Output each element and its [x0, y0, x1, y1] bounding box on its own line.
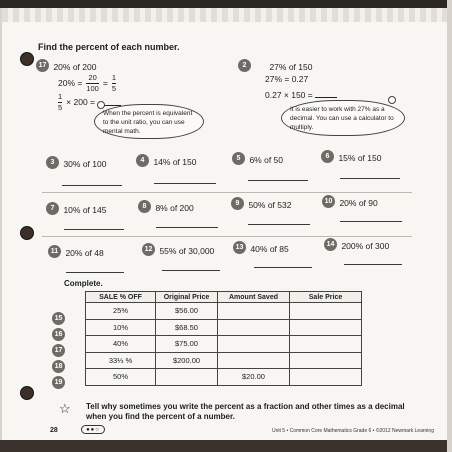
problem-text: 20% of 48 [65, 248, 104, 258]
table-cell: $56.00 [156, 303, 218, 320]
problem-19 [52, 374, 65, 392]
equals-sign: = [102, 78, 108, 88]
problem-4 [136, 152, 196, 170]
step-text: 0.27 × 150 = [265, 90, 313, 100]
answer-line[interactable] [154, 183, 216, 184]
table-cell-input[interactable] [156, 369, 218, 386]
hint-cloud-right: It is easier to work with 27% as a decimal. You can use a calculator to multiply. [281, 100, 405, 136]
column-header: Original Price [156, 292, 218, 303]
problem-9 [231, 195, 291, 213]
table-cell-input[interactable] [290, 303, 362, 320]
table-cell: 40% [86, 336, 156, 353]
table-row [86, 369, 362, 386]
example-left [36, 57, 96, 75]
answer-line[interactable] [248, 180, 308, 181]
table-cell: 33⅓ % [86, 352, 156, 369]
problem-8 [138, 198, 194, 216]
answer-line[interactable] [66, 272, 124, 273]
answer-line[interactable] [340, 178, 400, 179]
problem-text: 30% of 100 [63, 159, 107, 169]
fraction [58, 93, 62, 111]
problem-text: 8% of 200 [155, 203, 194, 213]
problem-number: 17 [52, 344, 65, 357]
problem-number: 15 [52, 312, 65, 325]
answer-line[interactable] [156, 227, 218, 228]
problem-number: 16 [52, 328, 65, 341]
level-logo: ●●○ [81, 425, 105, 434]
table-row [86, 303, 362, 320]
example-left-step1 [58, 74, 116, 92]
table-cell: 25% [86, 303, 156, 320]
problem-14 [324, 236, 389, 254]
problem-number: 4 [136, 154, 149, 167]
problem-text: 55% of 30,000 [159, 246, 215, 256]
footer-credit: Unit 5 • Common Core Mathematics Grade 6 • ©2012 Newmark Learning [272, 428, 434, 434]
problem-number: 10 [322, 195, 335, 208]
table-row [86, 319, 362, 336]
table-cell: $20.00 [218, 369, 290, 386]
table-header-row [86, 292, 362, 303]
problem-number: 13 [233, 241, 246, 254]
problem-number: 11 [48, 245, 61, 258]
fraction [86, 74, 99, 92]
column-header: Amount Saved [218, 292, 290, 303]
problem-text: 20% of 200 [53, 62, 97, 72]
column-header: Sale Price [290, 292, 362, 303]
fraction [112, 74, 116, 92]
problem-7 [46, 200, 106, 218]
answer-line[interactable] [62, 185, 122, 186]
table-cell: $68.50 [156, 319, 218, 336]
column-header: SALE % OFF [86, 292, 156, 303]
table-surface [0, 440, 452, 452]
problem-text: 27% of 150 [269, 62, 313, 72]
star-icon: ☆ [59, 401, 71, 416]
table-cell: 50% [86, 369, 156, 386]
writing-prompt: Tell why sometimes you write the percent as a fraction and other times as a decimal when you find the percent of a number. [86, 402, 405, 422]
problem-number: 6 [321, 150, 334, 163]
answer-line[interactable] [254, 267, 312, 268]
answer-line[interactable] [340, 221, 402, 222]
answer-line[interactable] [64, 229, 124, 230]
problem-text: 6% of 50 [249, 155, 284, 165]
answer-blank[interactable] [315, 90, 337, 98]
problem-number: 19 [52, 376, 65, 389]
problem-3 [46, 154, 106, 172]
step-text: 20% = [58, 78, 83, 88]
problem-number: 8 [138, 200, 151, 213]
problem-text: 14% of 150 [153, 157, 197, 167]
binder-hole-middle [20, 226, 34, 240]
table-row [86, 352, 362, 369]
example-right-step2 [265, 90, 337, 100]
table-cell-input[interactable] [290, 336, 362, 353]
problem-number: 9 [231, 197, 244, 210]
problem-number: 7 [46, 202, 59, 215]
problem-number: 14 [324, 238, 337, 251]
problem-11 [48, 243, 104, 261]
torn-page-edge [2, 8, 447, 22]
denominator: 5 [58, 102, 63, 112]
worksheet-page [0, 8, 447, 440]
table-cell: $75.00 [156, 336, 218, 353]
binder-hole-top [20, 52, 34, 66]
example-right [238, 57, 312, 75]
page-number: 28 [50, 427, 58, 434]
table-cell-input[interactable] [290, 319, 362, 336]
table-cell-input[interactable] [218, 336, 290, 353]
problem-text: 40% of 85 [250, 244, 289, 254]
problem-5 [232, 150, 283, 168]
example-right-step1: 27% = 0.27 [265, 74, 309, 84]
answer-line[interactable] [162, 270, 220, 271]
numerator: 1 [58, 92, 63, 101]
problem-text: 50% of 532 [248, 200, 292, 210]
table-cell-input[interactable] [290, 352, 362, 369]
problem-text: 10% of 145 [63, 205, 107, 215]
table-cell-input[interactable] [218, 303, 290, 320]
problem-text: 20% of 90 [339, 198, 378, 208]
problem-text: 200% of 300 [341, 241, 390, 251]
problem-number: 2 [238, 59, 251, 72]
answer-line[interactable] [344, 264, 402, 265]
problem-12 [142, 241, 214, 259]
instructions-heading: Find the percent of each number. [38, 42, 180, 52]
problem-number: 12 [142, 243, 155, 256]
table-cell-input[interactable] [218, 352, 290, 369]
numerator: 20 [88, 73, 97, 82]
problem-13 [233, 239, 289, 257]
problem-number: 18 [52, 360, 65, 373]
numerator: 1 [111, 73, 116, 82]
problem-number: 5 [232, 152, 245, 165]
binder-hole-bottom [20, 386, 34, 400]
step-text: × 200 = [66, 97, 96, 107]
hint-cloud-left: When the percent is equivalent to the unit ratio, you can use mental math. [94, 104, 204, 139]
answer-line[interactable] [248, 224, 310, 225]
table-cell: 10% [86, 319, 156, 336]
problem-6 [321, 148, 381, 166]
denominator: 100 [86, 83, 99, 93]
table-row [86, 336, 362, 353]
problem-number: 3 [46, 156, 59, 169]
problem-number: 17 [36, 59, 49, 72]
complete-label: Complete. [64, 279, 103, 288]
denominator: 5 [111, 83, 116, 93]
page-edge [447, 0, 452, 452]
sale-price-table [85, 291, 362, 386]
table-cell: $200.00 [156, 352, 218, 369]
table-cell-input[interactable] [290, 369, 362, 386]
problem-text: 15% of 150 [338, 153, 382, 163]
table-cell-input[interactable] [218, 319, 290, 336]
problem-10 [322, 193, 378, 211]
